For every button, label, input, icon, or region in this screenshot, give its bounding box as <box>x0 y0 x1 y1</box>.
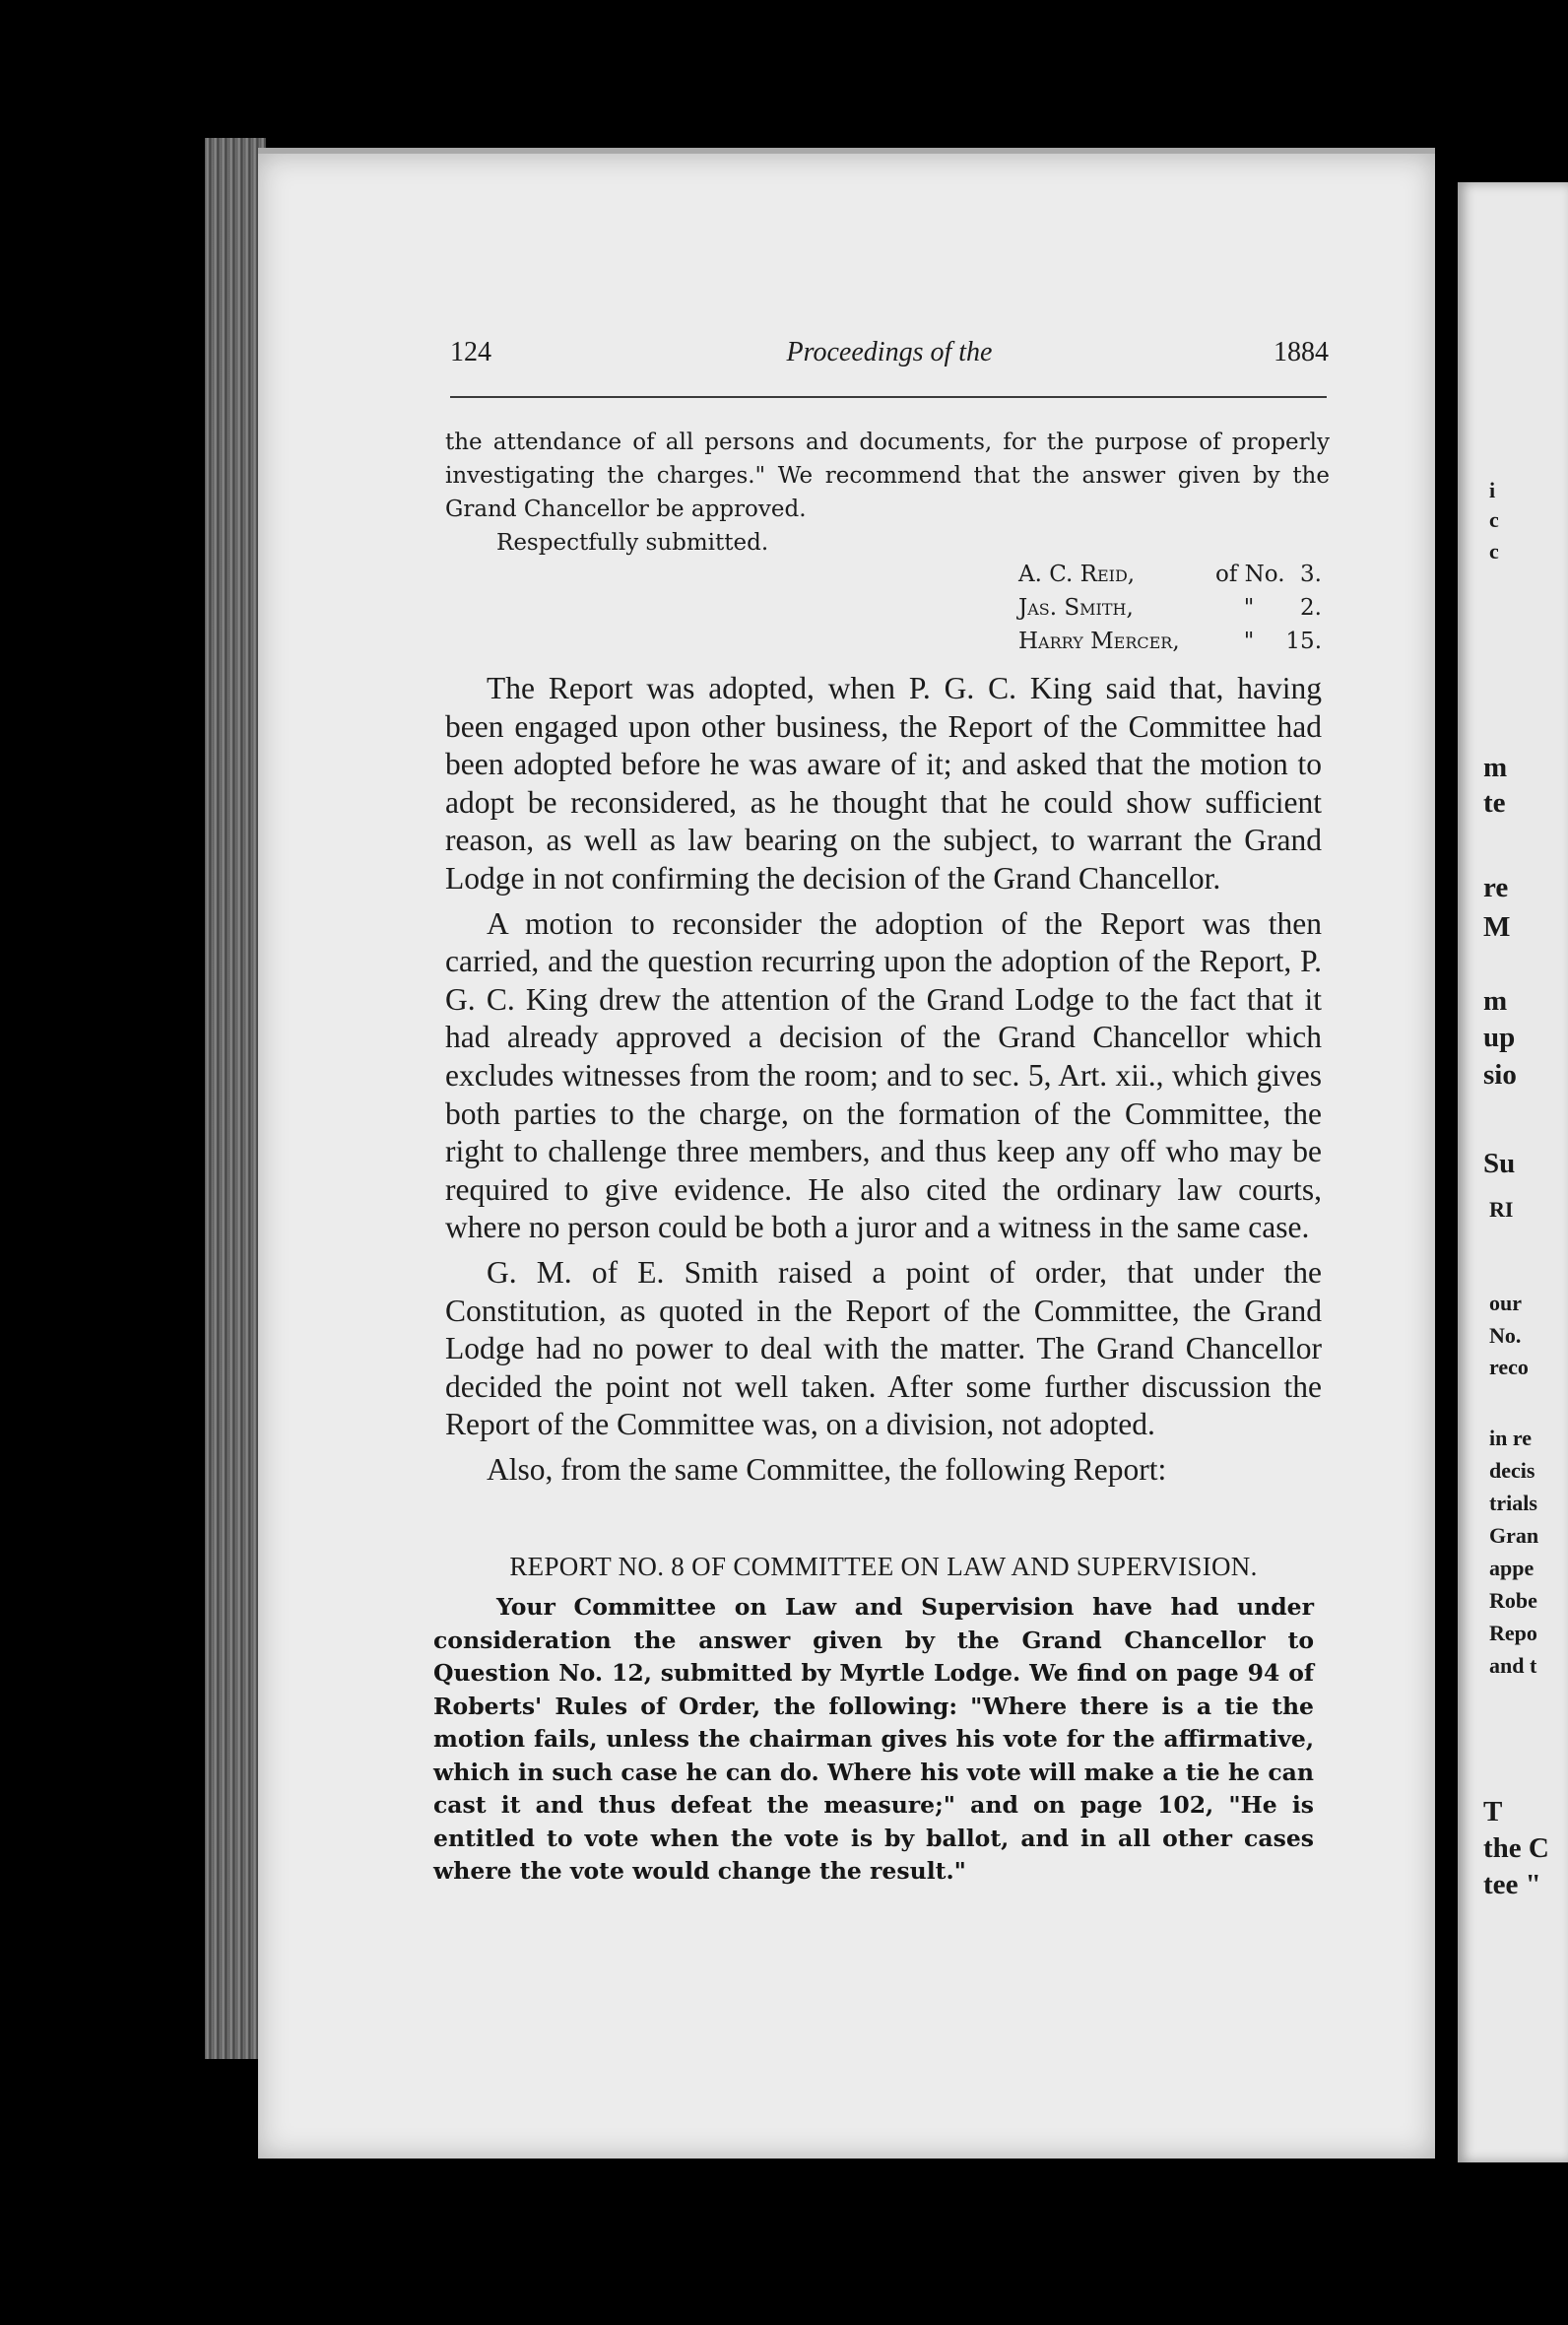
adjacent-fragment: Su <box>1483 1148 1516 1179</box>
adjacent-fragment: the C <box>1483 1832 1549 1864</box>
signature-row <box>1018 558 1322 591</box>
paragraph: Also, from the same Committee, the following Report: <box>487 1451 1167 1487</box>
adjacent-fragment: in re <box>1489 1426 1532 1450</box>
signatory-name: Harry Mercer, <box>1018 629 1180 654</box>
intro-text: the attendance of all persons and documents, for the purpose of properly investigating the charges." We recommend that the answer given by the Grand Chancellor be approved. <box>445 430 1330 522</box>
adjacent-fragment: No. <box>1489 1323 1522 1348</box>
running-head <box>450 337 1329 376</box>
adjacent-fragment: te <box>1483 787 1506 819</box>
paragraph: A motion to reconsider the adoption of the Report was then carried, and the question recurring upon the adoption of the Report, P. G. C. King drew the attention of the Grand Lodge to the fact that it had already approved a decision of the Grand Chancellor which excludes witnesses from the room; and to sec. 5, Art. xii., which gives both parties to the charge, on the formation of the Committee, the right to challenge three members, and thus keep any off who may be required to give evidence. He also cited the ordinary law courts, where no person could be both a juror and a witness in the same case. <box>445 905 1322 1245</box>
main-text <box>445 670 1322 1495</box>
report-heading: REPORT NO. 8 OF COMMITTEE ON LAW AND SUPERVISION. <box>509 1552 1258 1581</box>
signature-row <box>1018 625 1322 658</box>
adjacent-fragment: c <box>1489 539 1499 564</box>
adjacent-fragment: m <box>1483 752 1508 783</box>
adjacent-fragment: re <box>1483 872 1509 903</box>
lodge-ref: of No. <box>1215 562 1285 587</box>
adjacent-fragment: appe <box>1489 1556 1535 1580</box>
paragraph: G. M. of E. Smith raised a point of order, that under the Constitution, as quoted in the Report of the Committee, the Grand Lodge had no power to deal with the matter. The Grand Chancellor decided the point not well taken. After some further discussion the Report of the Committee was, on a division, not adopted. <box>445 1254 1322 1442</box>
lodge-number: 15. <box>1285 629 1322 654</box>
adjacent-fragment: up <box>1483 1022 1516 1053</box>
adjacent-fragment: trials <box>1489 1491 1537 1515</box>
adjacent-fragment: c <box>1489 507 1499 532</box>
adjacent-fragment: Robe <box>1489 1588 1537 1613</box>
adjacent-fragment: i <box>1489 478 1496 502</box>
adjacent-page <box>1458 182 1568 2162</box>
report-text: Your Committee on Law and Supervision have had under consideration the answer given by the Grand Chancellor to Question No. 12, submitted by Myrtle Lodge. We find on page 94 of Roberts' Rules of Order, the following: "Where there is a tie the motion fails, unless the chairman gives his vote for the affirmative, which in such case he can do. Where his vote will make a tie he can cast it and thus defeat the measure;" and on page 102, "He is entitled to vote when the vote is by ballot, and in all other cases where the vote would change the result." <box>433 1593 1314 1885</box>
lodge-ref: " <box>1243 629 1255 654</box>
running-title: Proceedings of the <box>786 337 993 367</box>
adjacent-fragment: tee " <box>1483 1869 1541 1900</box>
book-page-edges <box>205 138 266 2059</box>
adjacent-fragment: decis <box>1489 1458 1535 1483</box>
adjacent-fragment: Gran <box>1489 1523 1539 1548</box>
running-year: 1884 <box>1274 337 1329 367</box>
lodge-number: 2. <box>1300 595 1322 621</box>
signatory-name: Jas. Smith, <box>1018 595 1134 621</box>
adjacent-fragment: Repo <box>1489 1621 1537 1645</box>
adjacent-fragment: T <box>1483 1796 1503 1827</box>
signature-row <box>1018 591 1322 625</box>
header-rule <box>450 396 1327 398</box>
page-number: 124 <box>450 337 491 367</box>
adjacent-fragment: our <box>1489 1291 1522 1315</box>
adjacent-fragment: and t <box>1489 1653 1537 1678</box>
adjacent-fragment: reco <box>1489 1355 1529 1379</box>
adjacent-fragment: M <box>1483 911 1511 943</box>
signatory-name: A. C. Reid, <box>1018 562 1136 587</box>
paragraph: The Report was adopted, when P. G. C. King said that, having been engaged upon other business, the Report of the Committee had been adopted before he was aware of it; and asked that the motion to adopt be reconsidered, as he thought that he could show sufficient reason, as well as law bearing on the subject, to warrant the Grand Lodge in not confirming the decision of the Grand Chancellor. <box>445 671 1322 896</box>
adjacent-fragment: m <box>1483 985 1508 1017</box>
report-body <box>433 1591 1314 1889</box>
adjacent-fragment: RI <box>1489 1197 1514 1222</box>
lodge-ref: " <box>1243 595 1255 621</box>
signature-block <box>1018 558 1322 658</box>
intro-paragraph <box>445 426 1330 560</box>
closing-line: Respectfully submitted. <box>496 530 769 556</box>
lodge-number: 3. <box>1300 562 1322 587</box>
adjacent-fragment: sio <box>1483 1059 1517 1091</box>
